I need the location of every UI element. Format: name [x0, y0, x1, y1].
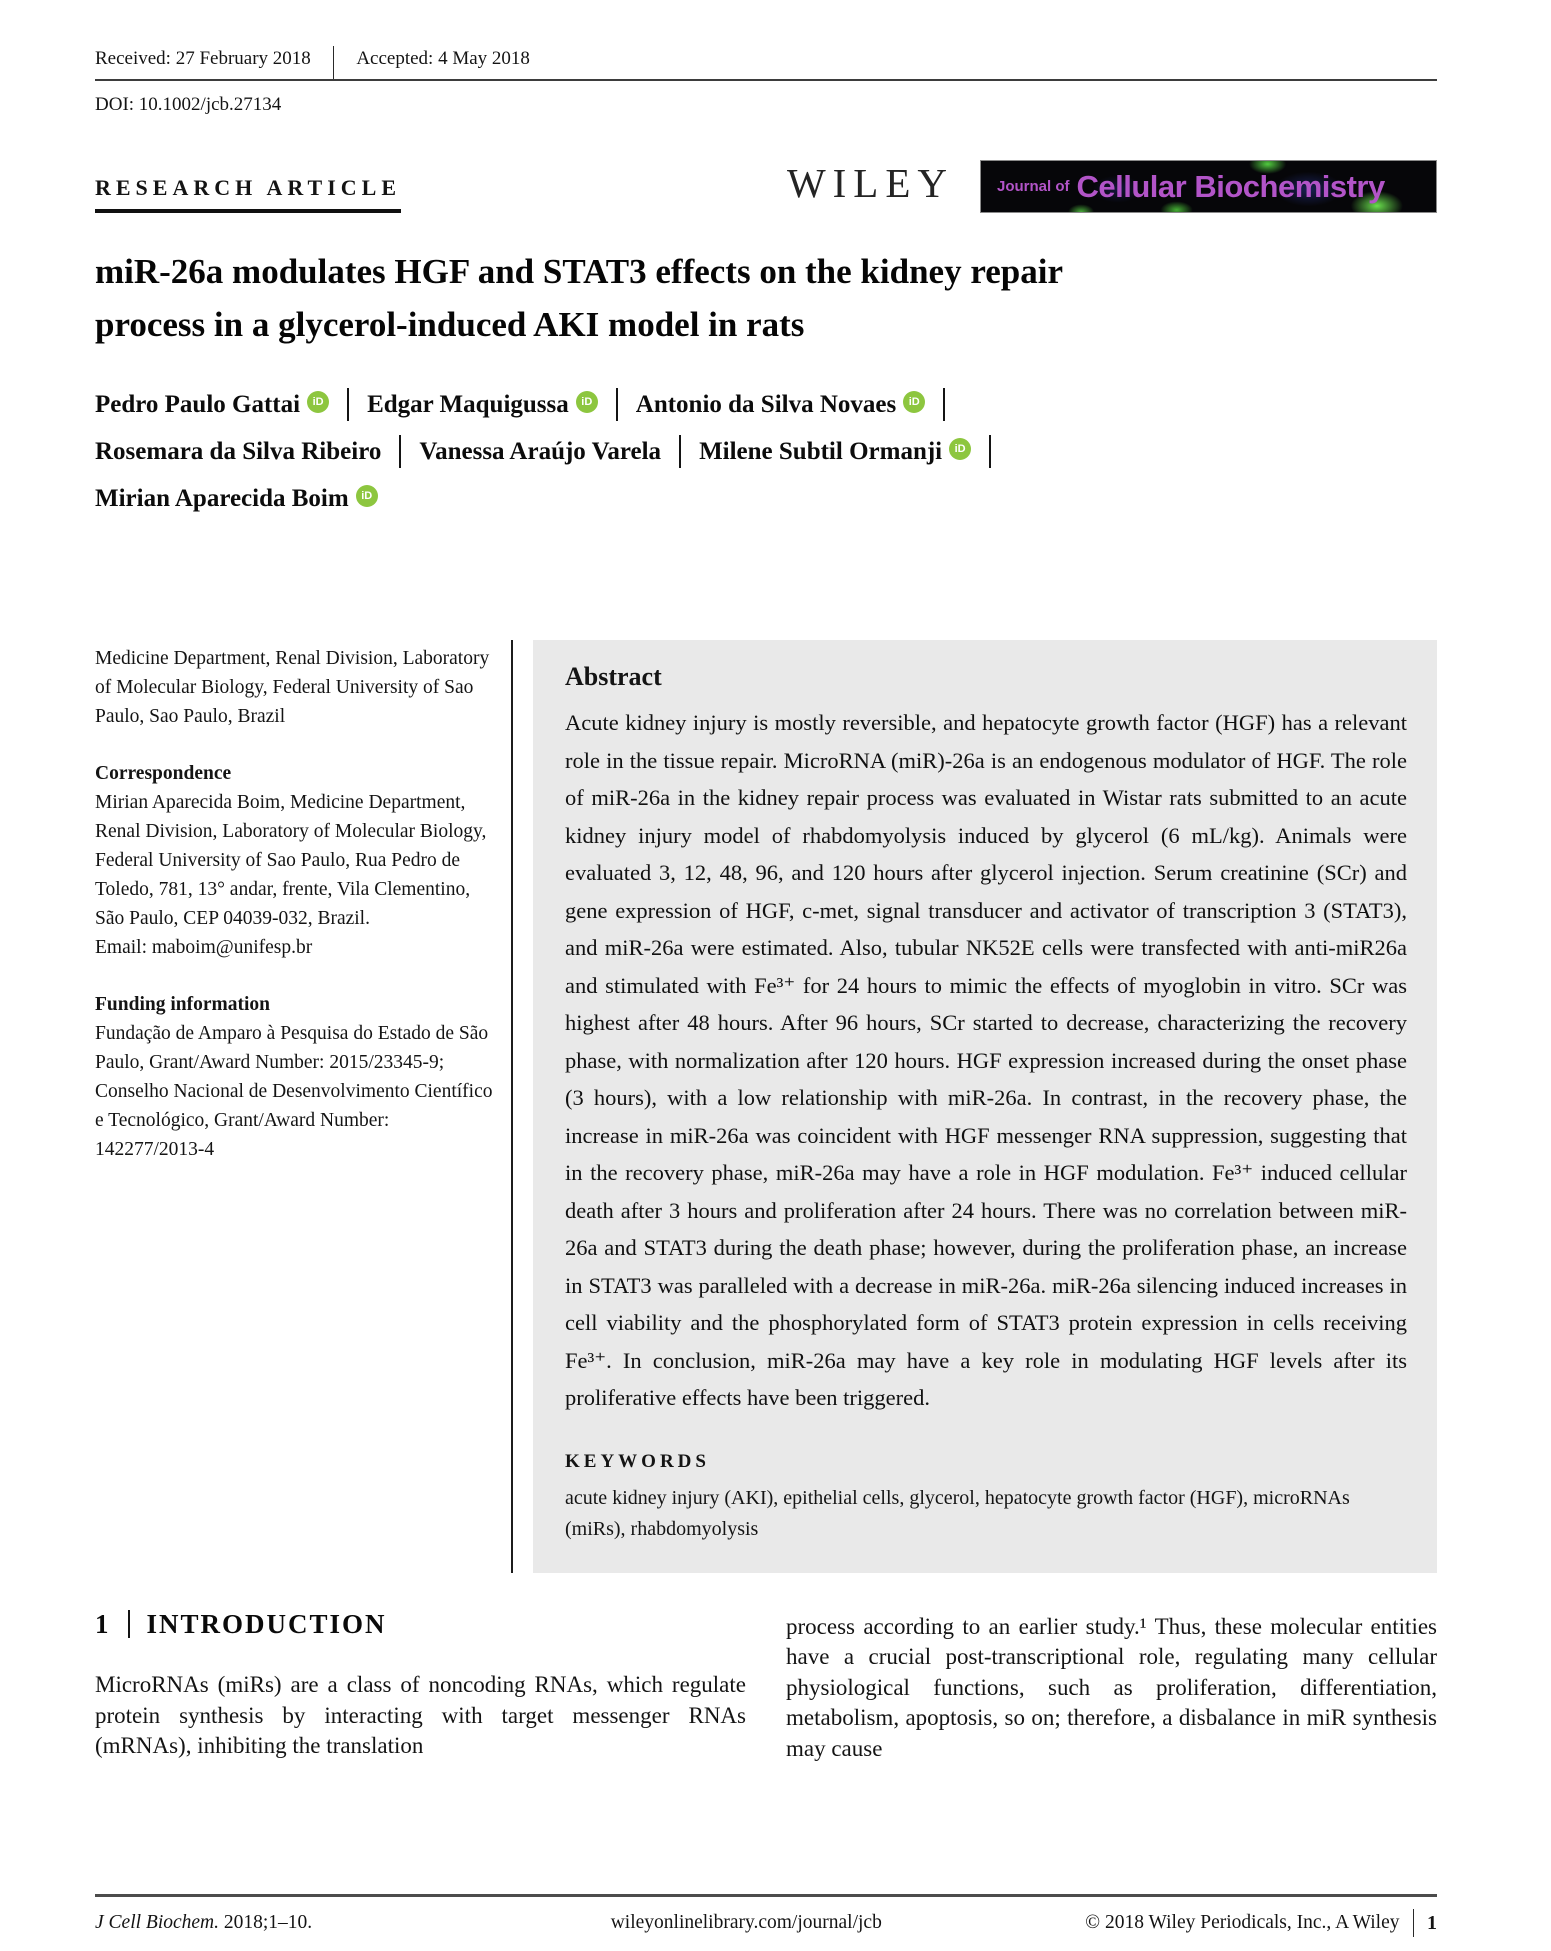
intro-paragraph-right: process according to an earlier study.¹ Thus, these molecular entities have a crucial post-transcriptional role, regulating many cellular physiological functions, such as proliferation, differentiation, metabolism, apoptosis, so on; therefore, a disbalance in miR synthesis may cause: [786, 1613, 1437, 1761]
keywords-list: acute kidney injury (AKI), epithelial cells, glycerol, hepatocyte growth factor (HGF), microRNAs (miRs), rhabdomyolysis: [565, 1486, 1350, 1540]
abstract-heading: Abstract: [565, 662, 662, 691]
footer-copyright-group: [1003, 1909, 1437, 1937]
footer-copyright: © 2018 Wiley Periodicals, Inc., A Wiley: [1085, 1912, 1400, 1933]
section-heading: [95, 1609, 746, 1640]
column-divider: [511, 640, 513, 1573]
author-name: Mirian Aparecida Boim: [95, 484, 349, 512]
wiley-logo: WILEY: [786, 160, 954, 206]
intro-paragraph-left: MicroRNAs (miRs) are a class of noncoding RNAs, which regulate protein synthesis by interacting with target messenger RNAs (mRNAs), inhibiting the translation: [95, 1672, 746, 1758]
footer-citation: [95, 1912, 490, 1934]
page-footer: [95, 1894, 1437, 1937]
meta-divider: [333, 46, 335, 79]
correspondence-heading: Correspondence: [95, 763, 232, 784]
footer-rule: [95, 1894, 1437, 1897]
introduction-section: [95, 1609, 1437, 1765]
footer-divider: [1413, 1909, 1415, 1937]
affiliation: Medicine Department, Renal Division, Laboratory of Molecular Biology, Federal University of Sao Paulo, Sao Paulo, Brazil: [95, 648, 490, 727]
author-name: Edgar Maquigussa: [367, 390, 569, 418]
publisher-brand: [787, 160, 1437, 213]
footer-row: [95, 1909, 1437, 1937]
journal-banner-prefix: Journal of: [997, 178, 1070, 195]
journal-banner-name: Cellular Biochemistry: [1076, 168, 1385, 204]
author-name: Antonio da Silva Novaes: [635, 390, 897, 418]
doi: DOI: 10.1002/jcb.27134: [95, 94, 282, 115]
intro-left-column: [95, 1609, 746, 1765]
accepted-date: Accepted: 4 May 2018: [356, 48, 530, 69]
author-line: [95, 381, 1437, 428]
correspondence-email[interactable]: Email: maboim@unifesp.br: [95, 937, 313, 958]
author-line: [95, 475, 1437, 522]
received-date: Received: 27 February 2018: [95, 48, 311, 69]
author-name: Vanessa Araújo Varela: [419, 437, 662, 465]
footer-journal-name: J Cell Biochem.: [95, 1912, 219, 1933]
footer-url[interactable]: wileyonlinelibrary.com/journal/jcb: [610, 1912, 882, 1933]
author-separator-icon: [943, 388, 945, 421]
orcid-icon[interactable]: iD: [576, 391, 598, 413]
author-separator-icon: [989, 435, 991, 468]
section-title: INTRODUCTION: [146, 1608, 387, 1639]
funding-heading: Funding information: [95, 994, 270, 1015]
orcid-icon[interactable]: iD: [307, 391, 329, 413]
section-divider: [128, 1610, 130, 1638]
orcid-icon[interactable]: iD: [903, 391, 925, 413]
article-type-label: RESEARCH ARTICLE: [95, 175, 401, 213]
journal-banner: [980, 160, 1437, 213]
page-number: 1: [1427, 1911, 1437, 1934]
correspondence-text: Mirian Aparecida Boim, Medicine Department, Renal Division, Laboratory of Molecular Biology, Federal University of Sao Paulo, Rua Pedro de Toledo, 781, 13° andar, frente, Vila Clementino, São Paulo, CEP 04039-032, Brazil.: [95, 792, 487, 929]
section-number: 1: [95, 1608, 111, 1639]
footer-citation-rest: 2018;1–10.: [219, 1912, 313, 1933]
author-lines: [95, 381, 1437, 522]
author-separator-icon: [616, 388, 618, 421]
keywords-heading: KEYWORDS: [565, 1450, 710, 1472]
funding-text: Fundação de Amparo à Pesquisa do Estado de São Paulo, Grant/Award Number: 2015/23345-9; Conselho Nacional de Desenvolvimento Científico e Tecnológico, Grant/Award Number: 142277/2013-4: [95, 1023, 493, 1160]
abstract-box: [533, 640, 1437, 1573]
main-row: [95, 640, 1437, 1573]
intro-right-column: [786, 1609, 1437, 1765]
abstract-body: Acute kidney injury is mostly reversible, and hepatocyte growth factor (HGF) has a relevant role in the tissue repair. MicroRNA (miR)-26a is an endogenous modulator of HGF. The role of miR-26a in the kidney repair process was evaluated in Wistar rats submitted to an acute kidney injury model of rhabdomyolysis induced by glycerol (6 mL/kg). Animals were evaluated 3, 12, 48, 96, and 120 hours after glycerol injection. Serum creatinine (SCr) and gene expression of HGF, c-met, signal transducer and activator of transcription 3 (STAT3), and miR-26a were estimated. Also, tubular NK52E cells were transfected with anti-miR26a and stimulated with Fe³⁺ for 24 hours to mimic the effects of myoglobin in vitro. SCr was highest after 48 hours. After 96 hours, SCr started to decrease, characterizing the recovery phase, with normalization after 120 hours. HGF expression increased during the onset phase (3 hours), with a low relationship with miR-26a. In contrast, in the recovery phase, the increase in miR-26a was coincident with HGF messenger RNA suppression, suggesting that in the recovery phase, miR-26a may have a role in HGF modulation. Fe³⁺ induced cellular death after 3 hours and proliferation after 24 hours. There was no correlation between miR-26a and STAT3 during the death phase; however, during the proliferation phase, an increase in STAT3 was paralleled with a decrease in miR-26a. miR-26a silencing induced increases in cell viability and the phosphorylated form of STAT3 protein expression in cells receiving Fe³⁺. In conclusion, miR-26a may have a key role in modulating HGF levels after its proliferative effects have been triggered.: [565, 710, 1407, 1410]
author-name: Rosemara da Silva Ribeiro: [95, 437, 382, 465]
brand-row: [95, 160, 1437, 213]
author-line: [95, 428, 1437, 475]
author-name: Pedro Paulo Gattai: [95, 390, 301, 418]
received-accepted-row: [95, 48, 1437, 81]
author-separator-icon: [347, 388, 349, 421]
author-separator-icon: [399, 435, 401, 468]
page-title: miR-26a modulates HGF and STAT3 effects on the kidney repair process in a glycerol-induced AKI model in rats: [95, 252, 1063, 344]
orcid-icon[interactable]: iD: [356, 485, 378, 507]
left-info-column: [95, 640, 495, 1573]
orcid-icon[interactable]: iD: [949, 438, 971, 460]
author-name: Milene Subtil Ormanji: [699, 437, 943, 465]
author-separator-icon: [679, 435, 681, 468]
